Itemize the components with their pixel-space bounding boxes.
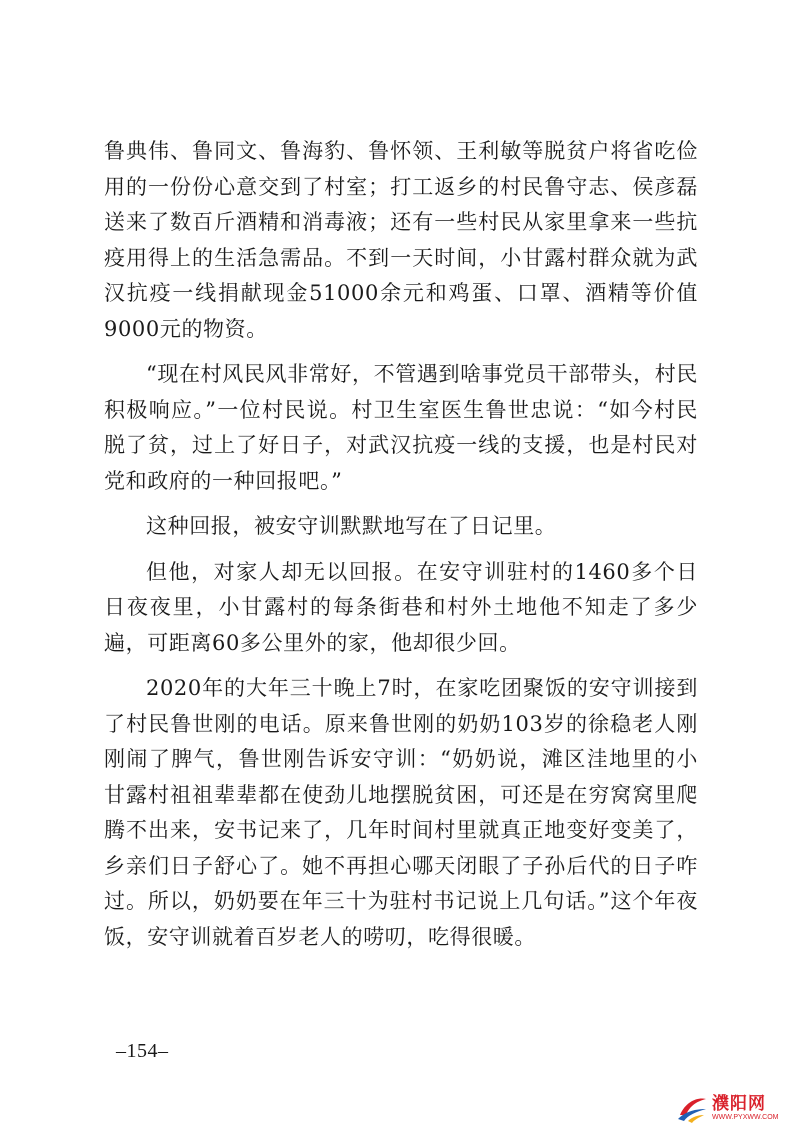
site-watermark (676, 1093, 794, 1123)
paragraph-3: 这种回报，被安守训默默地写在了日记里。 (146, 514, 557, 538)
paragraph-2: “现在村风民风非常好，不管遇到啥事党员干部带头，村民积极响应。”一位村民说。村卫生室医生鲁世忠说：“如今村民脱了贫，过上了好日子，对武汉抗疫一线的支援，也是村民对党和政府的一种回报吧。” (104, 362, 698, 493)
watermark-site-url: WWW.PYXWW.COM (712, 1113, 779, 1121)
pyxww-logo-icon (676, 1093, 710, 1123)
paragraph-4: 但他，对家人却无以回报。在安守训驻村的1460多个日日夜夜里，小甘露村的每条街巷和村外土地他不知走了多少遍，可距离60多公里外的家，他却很少回。 (104, 559, 698, 655)
paragraph-1: 鲁典伟、鲁同文、鲁海豹、鲁怀领、王利敏等脱贫户将省吃俭用的一份份心意交到了村室；打工返乡的村民鲁守志、侯彦磊送来了数百斤酒精和消毒液；还有一些村民从家里拿来一些抗疫用得上的生活急需品。不到一天时间，小甘露村群众就为武汉抗疫一线捐献现金51000余元和鸡蛋、口罩、酒精等价值9000元的物资。 (104, 139, 698, 341)
paragraph-5: 2020年的大年三十晚上7时，在家吃团聚饭的安守训接到了村民鲁世刚的电话。原来鲁世刚的奶奶103岁的徐稳老人刚刚闹了脾气，鲁世刚告诉安守训：“奶奶说，滩区洼地里的小甘露村祖祖辈辈都在使劲儿地摆脱贫困，可还是在穷窝窝里爬腾不出来，安书记来了，几年时间村里就真正地变好变美了，乡亲们日子舒心了。她不再担心哪天闭眼了子孙后代的日子咋过。所以，奶奶要在年三十为驻村书记说上几句话。”这个年夜饭，安守训就着百岁老人的唠叨，吃得很暖。 (104, 676, 698, 949)
watermark-site-name: 濮阳网 (712, 1093, 766, 1114)
page-number: –154– (116, 1040, 169, 1062)
document-body (104, 134, 698, 965)
